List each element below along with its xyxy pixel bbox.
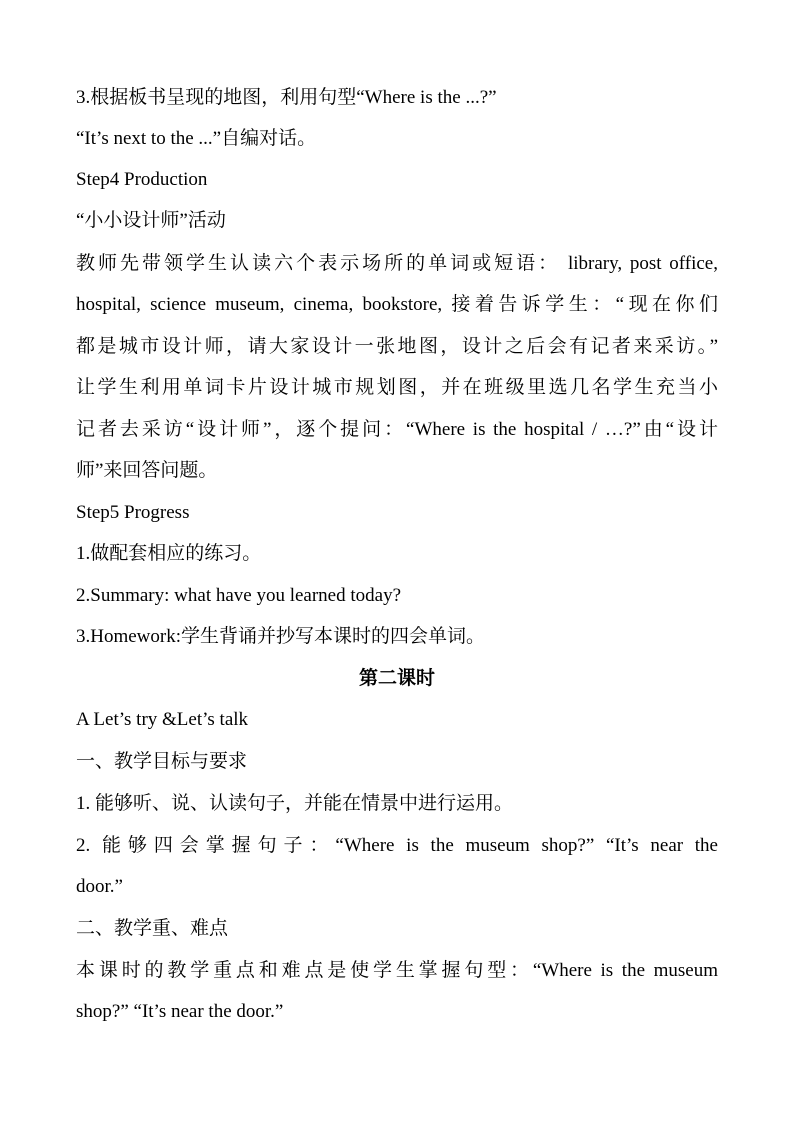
- text-line: door.”: [76, 876, 123, 897]
- text-line: “It’s next to the ...”自编对话。: [76, 128, 317, 149]
- text-line: 1. 能够听、说、认读句子，并能在情景中进行运用。: [76, 793, 514, 814]
- text-line: 本课时的教学重点和难点是使学生掌握句型：“Where is the museum: [76, 960, 718, 981]
- text-line: 让学生利用单词卡片设计城市规划图，并在班级里选几名学生充当小: [76, 377, 718, 398]
- section-heading: 二、教学重、难点: [76, 918, 229, 939]
- text-line: 都是城市设计师，请大家设计一张地图，设计之后会有记者来采访。”: [76, 336, 718, 357]
- text-line: 2.Summary: what have you learned today?: [76, 585, 402, 606]
- section-heading: Step4 Production: [76, 169, 208, 190]
- section-heading: Step5 Progress: [76, 502, 190, 523]
- text-line: 师”来回答问题。: [76, 460, 218, 481]
- section-heading: A Let’s try &Let’s talk: [76, 709, 249, 730]
- section-heading: 一、教学目标与要求: [76, 751, 248, 772]
- text-line: “小小设计师”活动: [76, 210, 226, 231]
- text-line: 1.做配套相应的练习。: [76, 543, 262, 564]
- lesson-title: 第二课时: [358, 668, 435, 689]
- text-line: 3.根据板书呈现的地图，利用句型“Where is the ...?”: [76, 87, 497, 108]
- text-line: hospital, science museum, cinema, bookstore, 接着告诉学生：“现在你们: [76, 294, 718, 315]
- text-line: shop?” “It’s near the door.”: [76, 1001, 284, 1022]
- text-line: 2. 能够四会掌握句子：“Where is the museum shop?” “It’s near the: [76, 835, 718, 856]
- text-line: 记者去采访“设计师”，逐个提问：“Where is the hospital / …?”由“设计: [76, 419, 718, 440]
- text-line: 教师先带领学生认读六个表示场所的单词或短语： library, post office,: [76, 253, 718, 274]
- text-line: 3.Homework:学生背诵并抄写本课时的四会单词。: [76, 626, 486, 647]
